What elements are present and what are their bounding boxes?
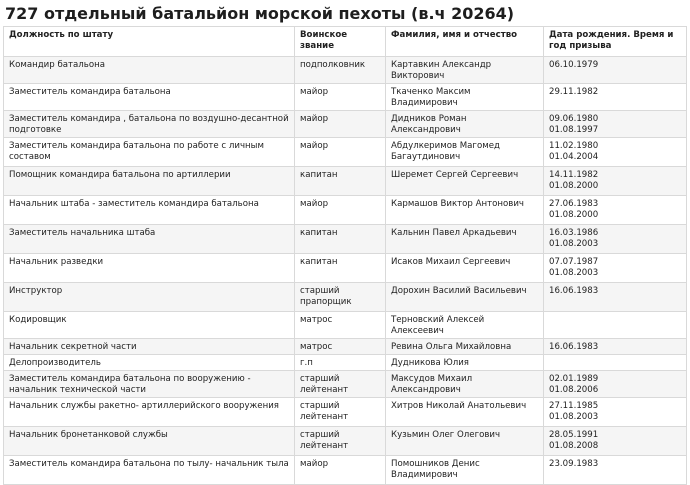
table-header-row xyxy=(4,27,687,57)
cell-text: Кармашов Виктор Антонович xyxy=(391,199,524,209)
cell-position xyxy=(4,398,295,427)
cell-text: Заместитель начальника штаба xyxy=(9,228,156,238)
cell-full-name xyxy=(386,283,544,312)
cell-position xyxy=(4,57,295,84)
cell-text: Терновский Алексей Алексеевич xyxy=(391,315,485,336)
cell-full-name xyxy=(386,312,544,339)
cell-text: майор xyxy=(300,87,329,97)
table-row xyxy=(4,196,687,225)
cell-position xyxy=(4,225,295,254)
cell-text: 09.06.1980 01.08.1997 xyxy=(549,114,599,135)
cell-position xyxy=(4,456,295,485)
cell-rank xyxy=(295,283,386,312)
cell-position xyxy=(4,254,295,283)
cell-birth-date xyxy=(544,196,687,225)
cell-text: майор xyxy=(300,141,329,151)
cell-full-name xyxy=(386,355,544,371)
cell-rank xyxy=(295,84,386,111)
cell-birth-date xyxy=(544,138,687,167)
cell-text: Кузьмин Олег Олегович xyxy=(391,430,501,440)
cell-text: старший прапорщик xyxy=(300,286,352,307)
cell-birth-date xyxy=(544,312,687,339)
cell-text: Ткаченко Максим Владимирович xyxy=(391,87,471,108)
cell-text: Начальник штаба - заместитель командира батальона xyxy=(9,199,259,209)
table-row xyxy=(4,355,687,371)
cell-birth-date xyxy=(544,355,687,371)
cell-birth-date xyxy=(544,427,687,456)
cell-text: Начальник службы ракетно- артиллерийского вооружения xyxy=(9,401,279,411)
cell-text: 27.06.1983 01.08.2000 xyxy=(549,199,599,220)
cell-birth-date xyxy=(544,456,687,485)
cell-birth-date xyxy=(544,57,687,84)
cell-text: 16.06.1983 xyxy=(549,342,599,352)
cell-text: Командир батальона xyxy=(9,60,105,70)
cell-text: 14.11.1982 01.08.2000 xyxy=(549,170,599,191)
cell-rank xyxy=(295,355,386,371)
cell-text: матрос xyxy=(300,315,333,325)
cell-position xyxy=(4,196,295,225)
cell-text: Помощник командира батальона по артиллерии xyxy=(9,170,231,180)
cell-position xyxy=(4,355,295,371)
cell-full-name xyxy=(386,111,544,138)
cell-rank xyxy=(295,371,386,398)
cell-position xyxy=(4,371,295,398)
table-row xyxy=(4,427,687,456)
cell-full-name xyxy=(386,196,544,225)
cell-rank xyxy=(295,138,386,167)
cell-text: старший лейтенант xyxy=(300,430,349,451)
table-row xyxy=(4,167,687,196)
cell-rank xyxy=(295,339,386,355)
cell-rank xyxy=(295,167,386,196)
cell-text: Дудникова Юлия xyxy=(391,358,469,368)
cell-birth-date xyxy=(544,254,687,283)
cell-full-name xyxy=(386,225,544,254)
page-title: 727 отдельный батальйон морской пехоты (в.ч 20264) xyxy=(5,4,515,23)
cell-text: Делопроизводитель xyxy=(9,358,101,368)
cell-rank xyxy=(295,427,386,456)
cell-birth-date xyxy=(544,283,687,312)
table-row xyxy=(4,283,687,312)
cell-text: Заместитель командира батальона по тылу- начальник тыла xyxy=(9,459,289,469)
cell-text: старший лейтенант xyxy=(300,401,349,422)
cell-text: 23.09.1983 xyxy=(549,459,599,469)
cell-rank xyxy=(295,111,386,138)
cell-text: 06.10.1979 xyxy=(549,60,599,70)
cell-text: 28.05.1991 01.08.2008 xyxy=(549,430,599,451)
cell-full-name xyxy=(386,398,544,427)
cell-position xyxy=(4,84,295,111)
cell-text: капитан xyxy=(300,228,338,238)
cell-birth-date xyxy=(544,398,687,427)
table-row xyxy=(4,57,687,84)
cell-text: Заместитель командира батальона xyxy=(9,87,171,97)
cell-full-name xyxy=(386,371,544,398)
cell-text: матрос xyxy=(300,342,333,352)
cell-birth-date xyxy=(544,339,687,355)
table-row xyxy=(4,111,687,138)
cell-text: Заместитель командира , батальона по воздушно-десантной подготовке xyxy=(9,114,289,135)
cell-birth-date xyxy=(544,371,687,398)
cell-text: 27.11.1985 01.08.2003 xyxy=(549,401,599,422)
cell-text: Максудов Михаил Александрович xyxy=(391,374,473,395)
table-row xyxy=(4,456,687,485)
cell-text: Картавкин Александр Викторович xyxy=(391,60,492,81)
header-rank: Воинское звание xyxy=(295,27,386,57)
cell-text: Начальник бронетанковой службы xyxy=(9,430,168,440)
table-row xyxy=(4,312,687,339)
cell-text: Инструктор xyxy=(9,286,63,296)
personnel-table xyxy=(3,26,687,485)
cell-text: 29.11.1982 xyxy=(549,87,599,97)
cell-text: Ревина Ольга Михайловна xyxy=(391,342,512,352)
cell-full-name xyxy=(386,57,544,84)
cell-position xyxy=(4,427,295,456)
cell-text: майор xyxy=(300,114,329,124)
cell-text: подполковник xyxy=(300,60,366,70)
cell-text: Исаков Михаил Сергеевич xyxy=(391,257,511,267)
cell-rank xyxy=(295,398,386,427)
header-birth-date: Дата рождения. Время и год призыва xyxy=(544,27,687,57)
cell-full-name xyxy=(386,456,544,485)
cell-birth-date xyxy=(544,167,687,196)
cell-text: майор xyxy=(300,199,329,209)
cell-text: 16.06.1983 xyxy=(549,286,599,296)
cell-birth-date xyxy=(544,225,687,254)
cell-full-name xyxy=(386,254,544,283)
cell-text: 07.07.1987 01.08.2003 xyxy=(549,257,599,278)
cell-text: Помошников Денис Владимирович xyxy=(391,459,480,480)
cell-text: Хитров Николай Анатольевич xyxy=(391,401,527,411)
cell-full-name xyxy=(386,138,544,167)
cell-position xyxy=(4,312,295,339)
table-row xyxy=(4,138,687,167)
cell-position xyxy=(4,167,295,196)
cell-full-name xyxy=(386,167,544,196)
table-row xyxy=(4,371,687,398)
cell-text: г.п xyxy=(300,358,313,368)
cell-full-name xyxy=(386,339,544,355)
cell-position xyxy=(4,339,295,355)
cell-text: майор xyxy=(300,459,329,469)
cell-position xyxy=(4,138,295,167)
cell-rank xyxy=(295,57,386,84)
cell-rank xyxy=(295,254,386,283)
cell-text: старший лейтенант xyxy=(300,374,349,395)
table-row xyxy=(4,254,687,283)
cell-text: Заместитель командира батальона по вооружению - начальник технической части xyxy=(9,374,251,395)
cell-text: Дорохин Василий Васильевич xyxy=(391,286,527,296)
cell-text: Заместитель командира батальона по работе с личным составом xyxy=(9,141,264,162)
table-row xyxy=(4,225,687,254)
cell-text: 16.03.1986 01.08.2003 xyxy=(549,228,599,249)
table-row xyxy=(4,339,687,355)
table-row xyxy=(4,84,687,111)
cell-birth-date xyxy=(544,84,687,111)
cell-text: Абдулкеримов Магомед Багаутдинович xyxy=(391,141,500,162)
cell-text: Начальник разведки xyxy=(9,257,104,267)
cell-text: Начальник секретной части xyxy=(9,342,137,352)
cell-text: Дидников Роман Александрович xyxy=(391,114,467,135)
header-position: Должность по штату xyxy=(4,27,295,57)
cell-text: капитан xyxy=(300,170,338,180)
cell-text: Кальнин Павел Аркадьевич xyxy=(391,228,517,238)
cell-text: Кодировщик xyxy=(9,315,67,325)
cell-position xyxy=(4,111,295,138)
cell-rank xyxy=(295,225,386,254)
header-full-name: Фамилия, имя и отчество xyxy=(386,27,544,57)
cell-full-name xyxy=(386,427,544,456)
cell-position xyxy=(4,283,295,312)
cell-rank xyxy=(295,312,386,339)
cell-birth-date xyxy=(544,111,687,138)
cell-text: 02.01.1989 01.08.2006 xyxy=(549,374,599,395)
cell-rank xyxy=(295,196,386,225)
cell-text: капитан xyxy=(300,257,338,267)
cell-text: Шеремет Сергей Сергеевич xyxy=(391,170,519,180)
cell-text: 11.02.1980 01.04.2004 xyxy=(549,141,599,162)
table-row xyxy=(4,398,687,427)
cell-full-name xyxy=(386,84,544,111)
cell-rank xyxy=(295,456,386,485)
